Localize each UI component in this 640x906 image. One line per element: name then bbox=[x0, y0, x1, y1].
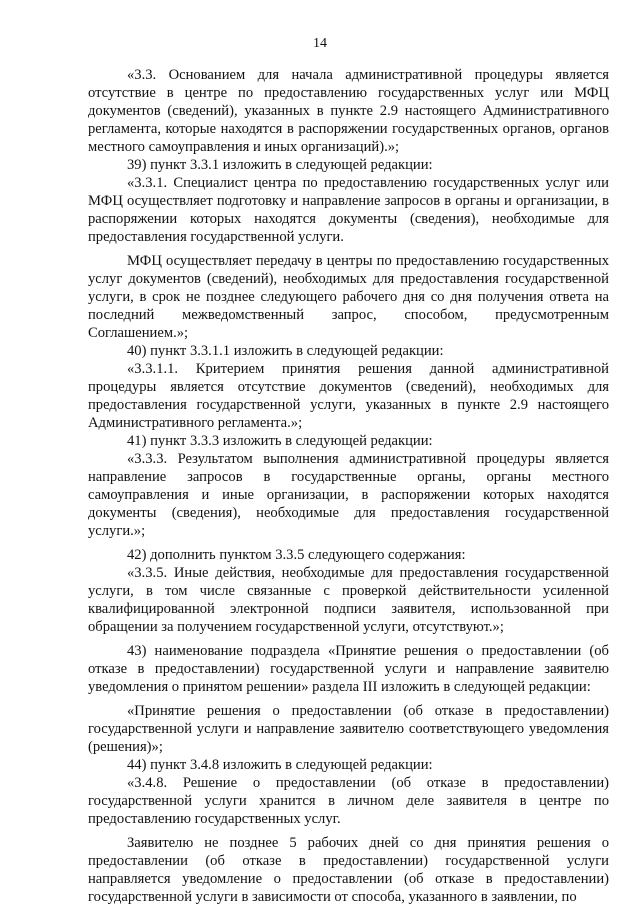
amendment-41: 41) пункт 3.3.3 изложить в следующей редакции: bbox=[127, 433, 433, 449]
paragraph-3-3-5: «3.3.5. Иные действия, необходимые для предоставления государственной услуги, в том числе связанные с проверкой действительности усиленной квалифицированной электронной подписи заявителя, использованной при обращении за получением государственной услуги, отсутствуют.»; bbox=[88, 565, 609, 635]
paragraph-notification: Заявителю не позднее 5 рабочих дней со дня принятия решения о предоставлении (об отказе в предоставлении) государственной услуги направляется уведомление о предоставлении (об отказе в предоставлении) государственной услуги в зависимости от способа, указанного в заявлении, по bbox=[88, 835, 609, 905]
paragraph-3-3-3: «3.3.3. Результатом выполнения административной процедуры является направление запросов в государственные органы, органы местного самоуправления и иные организации, в распоряжении которых находятся документы (сведения), необходимые для предоставления государственной услуги.»; bbox=[88, 451, 609, 539]
paragraph-3-4-8: «3.4.8. Решение о предоставлении (об отказе в предоставлении) государственной услуги хранится в личном деле заявителя в центре по предоставлению государственных услуг. bbox=[88, 775, 609, 827]
paragraph-3-3-1-1: «3.3.1.1. Критерием принятия решения данной административной процедуры является отсутствие документов (сведений), необходимых для предоставления государственной услуги, указанных в пункте 2.9 настоящего Административного регламента.»; bbox=[88, 361, 609, 431]
document-body bbox=[88, 66, 609, 906]
paragraph-mfc-transfer: МФЦ осуществляет передачу в центры по предоставлению государственных услуг документов (сведений), необходимых для предоставления государственной услуги, в срок не позднее следующего рабочего дня со дня получения ответа на последний межведомственный запрос, способом, предусмотренным Соглашением.»; bbox=[88, 253, 609, 341]
amendment-44: 44) пункт 3.4.8 изложить в следующей редакции: bbox=[127, 757, 433, 773]
paragraph-3-3-1: «3.3.1. Специалист центра по предоставлению государственных услуг или МФЦ осуществляет подготовку и направление запросов в органы и организации, в распоряжении которых находятся документы (сведения), необходимые для предоставления государственной услуги. bbox=[88, 175, 609, 245]
amendment-40: 40) пункт 3.3.1.1 изложить в следующей редакции: bbox=[127, 343, 444, 359]
subsection-title-quote: «Принятие решения о предоставлении (об отказе в предоставлении) государственной услуги и направление заявителю соответствующего уведомления (решения)»; bbox=[88, 703, 609, 755]
amendment-42: 42) дополнить пунктом 3.3.5 следующего содержания: bbox=[127, 547, 466, 563]
amendment-39: 39) пункт 3.3.1 изложить в следующей редакции: bbox=[127, 157, 433, 173]
page-number: 14 bbox=[313, 36, 327, 51]
amendment-43: 43) наименование подраздела «Принятие решения о предоставлении (об отказе в предоставлении) государственной услуги и направление заявителю уведомления о принятом решении» раздела III изложить в следующей редакции: bbox=[88, 643, 609, 695]
paragraph-3-3: «3.3. Основанием для начала административной процедуры является отсутствие в центре по предоставлению государственных услуг или МФЦ документов (сведений), указанных в пункте 2.9 настоящего Административного регламента, которые находятся в распоряжении государственных органов, органов местного самоуправления и иных организаций).»; bbox=[88, 67, 609, 155]
